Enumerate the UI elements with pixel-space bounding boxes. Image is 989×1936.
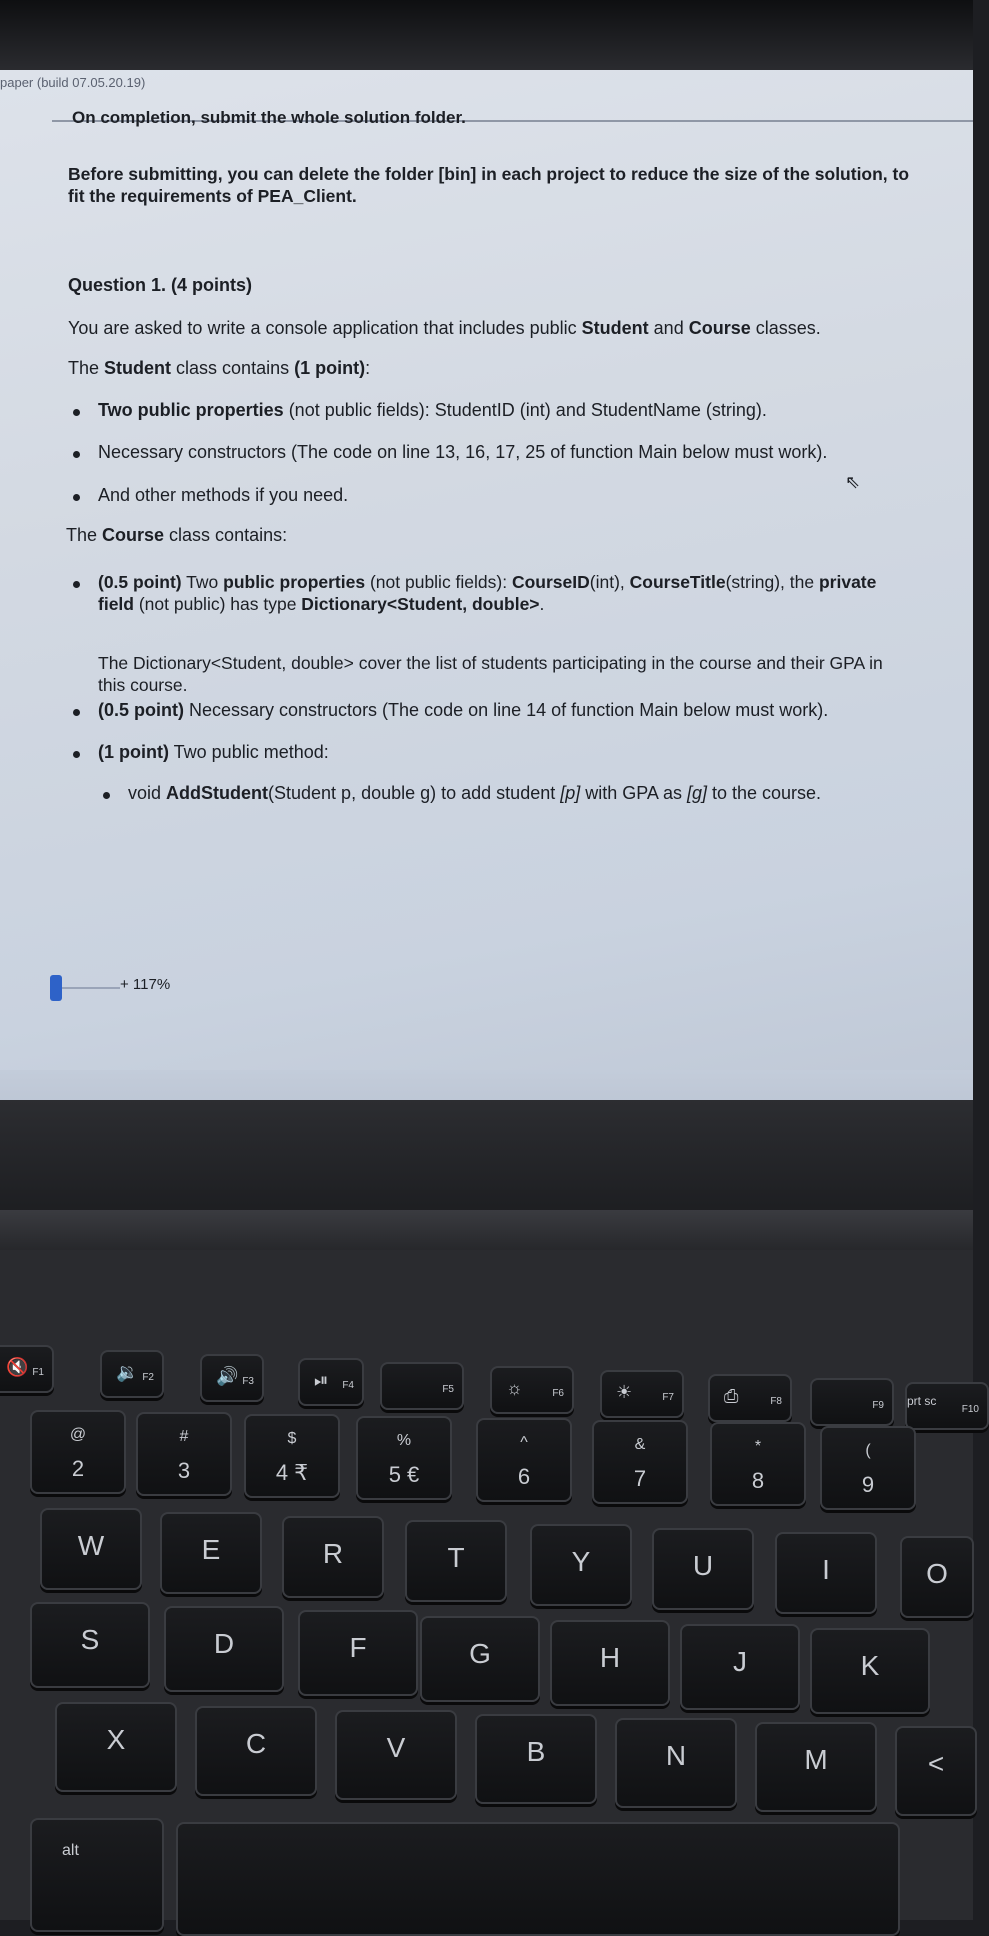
course-heading-prefix: The — [66, 525, 103, 545]
course-props-two: Two — [181, 572, 224, 592]
course-props-note: (not public fields): — [365, 572, 512, 592]
brightness-down-icon: ☼ — [506, 1378, 523, 1398]
key-h[interactable] — [550, 1620, 670, 1706]
key-b[interactable] — [475, 1714, 597, 1804]
key-m-label: M — [804, 1744, 828, 1775]
course-methods-points: (1 point) — [98, 742, 169, 762]
key-f3-label: F3 — [242, 1376, 254, 1387]
key-f4[interactable] — [298, 1358, 364, 1406]
key-i[interactable] — [775, 1532, 877, 1614]
course-props-public: public properties — [223, 572, 366, 592]
method-name: AddStudent — [166, 783, 269, 803]
key-f2-label: F2 — [142, 1372, 154, 1383]
course-properties-line-1 — [98, 572, 876, 593]
key-3-shift: # — [179, 1428, 189, 1445]
submission-tip-line-2: fit the requirements of PEA_Client. — [68, 186, 357, 206]
key-u-label: U — [692, 1550, 714, 1581]
key-f6[interactable] — [490, 1366, 574, 1414]
key-i-label: I — [822, 1554, 830, 1585]
key-x-label: X — [106, 1724, 126, 1755]
print-screen-label: prt sc — [907, 1394, 937, 1408]
key-8-shift: * — [754, 1438, 762, 1455]
play-pause-icon: ⏯ — [314, 1370, 329, 1390]
key-comma[interactable] — [895, 1726, 977, 1816]
bullet — [73, 709, 80, 716]
course-props-int: (int), — [589, 572, 630, 592]
monitor-top-bezel — [0, 0, 973, 70]
key-v-label: V — [386, 1732, 406, 1763]
laptop-screen — [0, 70, 973, 1100]
key-j-label: J — [733, 1646, 747, 1677]
mouse-cursor-icon: ⇖ — [845, 472, 861, 492]
volume-down-icon: 🔉 — [116, 1362, 139, 1382]
key-8-label: 8 — [751, 1468, 765, 1493]
key-2-label: 2 — [71, 1456, 85, 1481]
key-d[interactable] — [164, 1606, 284, 1692]
key-y[interactable] — [530, 1524, 632, 1606]
student-properties-item — [98, 400, 767, 421]
key-6-shift: ^ — [520, 1434, 528, 1451]
key-w[interactable] — [40, 1508, 142, 1590]
submission-tip-line-1: Before submitting, you can delete the folder [bin] in each project to reduce the size of the solution, to — [68, 164, 910, 184]
bullet — [73, 451, 80, 458]
intro-text: You are asked to write a console application that includes public — [68, 318, 582, 338]
key-alt-label: alt — [62, 1842, 79, 1859]
course-methods-item — [98, 742, 329, 763]
method-sig: (Student p, double g) to add student — [268, 783, 561, 803]
key-6[interactable] — [476, 1418, 572, 1502]
key-o[interactable] — [900, 1536, 974, 1618]
key-o-label: O — [926, 1558, 948, 1589]
course-ctor-text: Necessary constructors (The code on line 14 of function Main below must work). — [184, 700, 829, 720]
bullet — [73, 581, 80, 588]
course-field-label: field — [98, 594, 134, 614]
key-9-label: 9 — [861, 1472, 875, 1497]
course-class-heading — [66, 525, 287, 546]
key-w-label: W — [77, 1530, 105, 1561]
key-4[interactable] — [244, 1414, 340, 1498]
zoom-slider-track[interactable] — [62, 987, 120, 989]
method-g: [g] — [686, 783, 707, 803]
intro-student: Student — [581, 318, 649, 338]
key-r-label: R — [322, 1538, 344, 1569]
key-9[interactable] — [820, 1426, 916, 1510]
key-f5-label: F5 — [442, 1384, 454, 1395]
student-heading-mid: class contains — [171, 358, 295, 378]
student-heading-points: (1 point) — [294, 358, 366, 378]
key-f9[interactable] — [810, 1378, 894, 1426]
key-t-label: T — [447, 1542, 465, 1573]
key-g[interactable] — [420, 1616, 540, 1702]
course-props-points: (0.5 point) — [98, 572, 182, 592]
student-properties-text: (not public fields): StudentID (int) and StudentName (string). — [283, 400, 767, 420]
key-7[interactable] — [592, 1420, 688, 1504]
key-3-label: 3 — [177, 1458, 191, 1483]
key-c-label: C — [245, 1728, 267, 1759]
key-f4-label: F4 — [342, 1380, 354, 1391]
key-d-label: D — [213, 1628, 235, 1659]
key-e[interactable] — [160, 1512, 262, 1594]
course-constructors-item — [98, 700, 828, 721]
bullet — [103, 792, 110, 799]
key-h-label: H — [599, 1642, 621, 1673]
key-f1-label: F1 — [32, 1367, 44, 1378]
question-intro — [68, 318, 821, 339]
bullet — [73, 494, 80, 501]
intro-course: Course — [688, 318, 751, 338]
key-6-label: 6 — [517, 1464, 531, 1489]
key-b-label: B — [526, 1736, 546, 1767]
dictionary-note-line-1: The Dictionary<Student, double> cover the list of students participating in the course and their GPA in — [98, 653, 883, 673]
student-methods-item: And other methods if you need. — [98, 485, 349, 505]
key-5-shift: % — [396, 1432, 412, 1449]
course-methods-text: Two public method: — [168, 742, 329, 762]
student-class-heading — [68, 358, 370, 379]
key-alt[interactable] — [30, 1818, 164, 1932]
course-props-string: (string), the — [725, 572, 819, 592]
key-k[interactable] — [810, 1628, 930, 1714]
course-heading-name: Course — [102, 525, 165, 545]
key-s-label: S — [80, 1624, 100, 1655]
key-comma-label: < — [927, 1748, 945, 1779]
key-7-shift: & — [634, 1436, 646, 1453]
zoom-slider-handle[interactable] — [50, 975, 62, 1001]
key-f6-label: F6 — [552, 1388, 564, 1399]
key-4-label: 4 ₹ — [275, 1460, 309, 1485]
dictionary-note-line-2: this course. — [98, 675, 188, 695]
key-f3[interactable] — [200, 1354, 264, 1402]
bullet — [73, 751, 80, 758]
key-f10[interactable] — [905, 1382, 989, 1430]
method-end: to the course. — [706, 783, 822, 803]
key-5[interactable] — [356, 1416, 452, 1500]
key-5-label: 5 € — [388, 1462, 420, 1487]
key-v[interactable] — [335, 1710, 457, 1800]
key-n[interactable] — [615, 1718, 737, 1808]
key-k-label: K — [860, 1650, 880, 1681]
key-7-label: 7 — [633, 1466, 647, 1491]
key-r[interactable] — [282, 1516, 384, 1598]
method-gpa: with GPA as — [580, 783, 687, 803]
keyboard-deck — [0, 1250, 979, 1920]
key-f8-label: F8 — [770, 1396, 782, 1407]
key-8[interactable] — [710, 1422, 806, 1506]
key-e-label: E — [201, 1534, 221, 1565]
key-4-shift: $ — [287, 1430, 297, 1447]
key-u[interactable] — [652, 1528, 754, 1610]
student-heading-name: Student — [104, 358, 172, 378]
key-space[interactable] — [176, 1822, 900, 1936]
student-constructors-item: Necessary constructors (The code on line 13, 16, 17, 25 of function Main below must work). — [98, 442, 828, 462]
zoom-level[interactable]: + 117% — [120, 976, 171, 993]
key-f5[interactable] — [380, 1362, 464, 1410]
course-props-title: CourseTitle — [629, 572, 726, 592]
key-m[interactable] — [755, 1722, 877, 1812]
course-field-end: . — [539, 594, 545, 614]
key-g-label: G — [469, 1638, 491, 1669]
course-props-private: private — [818, 572, 877, 592]
project-icon: ⎙ — [724, 1386, 739, 1406]
question-title: Question 1. (4 points) — [68, 275, 253, 295]
key-x[interactable] — [55, 1702, 177, 1792]
volume-up-icon: 🔊 — [216, 1366, 239, 1386]
student-heading-end: : — [365, 358, 371, 378]
intro-and: and — [648, 318, 689, 338]
key-y-label: Y — [571, 1546, 591, 1577]
intro-end: classes. — [750, 318, 821, 338]
key-f10-label: F10 — [961, 1404, 979, 1415]
key-f7-label: F7 — [662, 1392, 674, 1403]
key-s[interactable] — [30, 1602, 150, 1688]
key-f9-label: F9 — [872, 1400, 884, 1411]
key-f8[interactable] — [708, 1374, 792, 1422]
course-field-type: Dictionary<Student, double> — [301, 594, 540, 614]
student-properties-bold: Two public properties — [98, 400, 284, 420]
course-properties-line-2 — [98, 594, 544, 615]
key-f2[interactable] — [100, 1350, 164, 1398]
course-ctor-points: (0.5 point) — [98, 700, 184, 720]
key-f[interactable] — [298, 1610, 418, 1696]
course-field-note: (not public) has type — [133, 594, 302, 614]
brightness-up-icon: ☀ — [616, 1382, 633, 1402]
key-f-label: F — [349, 1632, 367, 1663]
key-f7[interactable] — [600, 1370, 684, 1418]
app-title: paper (build 07.05.20.19) — [0, 75, 146, 90]
key-9-shift: ( — [865, 1442, 871, 1459]
method-p: [p] — [560, 783, 581, 803]
method-void: void — [128, 783, 167, 803]
key-c[interactable] — [195, 1706, 317, 1796]
bullet — [73, 409, 80, 416]
key-2[interactable] — [30, 1410, 126, 1494]
course-props-id: CourseID — [511, 572, 590, 592]
student-heading-prefix: The — [68, 358, 105, 378]
key-t[interactable] — [405, 1520, 507, 1602]
key-f1[interactable] — [0, 1345, 54, 1393]
submission-note: On completion, submit the whole solution folder. — [72, 108, 466, 127]
key-3[interactable] — [136, 1412, 232, 1496]
key-j[interactable] — [680, 1624, 800, 1710]
course-heading-end: class contains: — [164, 525, 288, 545]
key-n-label: N — [665, 1740, 687, 1771]
key-2-shift: @ — [69, 1426, 87, 1443]
mute-icon: 🔇 — [6, 1357, 29, 1377]
add-student-method — [128, 783, 821, 804]
